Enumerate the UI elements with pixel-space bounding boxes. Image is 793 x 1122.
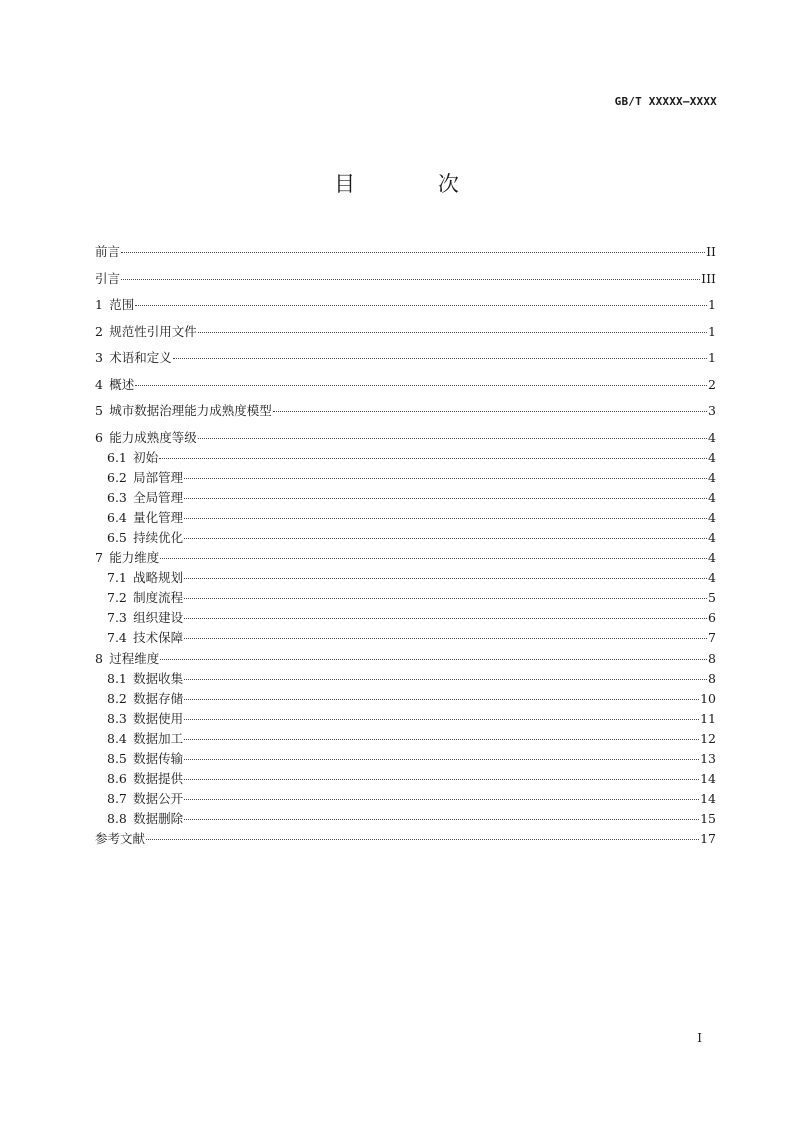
toc-entry-title: 范围: [109, 297, 135, 312]
toc-leader-dots: [146, 839, 699, 840]
toc-entry-number: 7.2: [107, 590, 127, 606]
toc-entry-page: 7: [708, 630, 716, 646]
toc-entry[interactable]: [95, 401, 716, 428]
toc-entry[interactable]: [95, 628, 716, 648]
toc-entry-label: [95, 401, 272, 421]
toc-entry-number: 7.3: [107, 610, 127, 626]
toc-entry[interactable]: [95, 729, 716, 749]
toc-entry-label: [107, 809, 183, 829]
toc-entry-title: 战略规划: [133, 570, 184, 586]
toc-entry-number: 8: [95, 650, 103, 666]
toc-entry-page: 4: [708, 570, 716, 586]
toc-entry-number: 7.1: [107, 570, 127, 586]
toc-entry-title: 能力成熟度等级: [109, 429, 197, 445]
toc-entry-label: [107, 709, 183, 729]
toc-entry-number: 5: [95, 403, 103, 418]
toc-entry[interactable]: [95, 689, 716, 709]
toc-entry-number: 6.2: [107, 469, 127, 485]
toc-entry-label: [95, 375, 134, 395]
toc-entry-page: 2: [708, 376, 716, 392]
toc-entry-number: 8.6: [107, 771, 127, 787]
toc-entry-page: 13: [700, 751, 716, 766]
toc-leader-dots: [184, 819, 699, 820]
toc-entry-title: 数据提供: [133, 771, 184, 787]
toc-entry-title: 能力维度: [109, 550, 160, 566]
toc-entry-label: [107, 789, 183, 809]
toc-entry-number: 8.3: [107, 710, 127, 726]
toc-entry-title: 持续优化: [133, 529, 184, 545]
toc-leader-dots: [160, 558, 707, 559]
toc-entry-title: 参考文献: [95, 831, 146, 847]
toc-entry-number: 3: [95, 350, 103, 365]
toc-entry-label: [107, 628, 183, 648]
toc-entry-label: [107, 749, 183, 769]
toc-leader-dots: [121, 279, 700, 280]
toc-entry-number: 2: [95, 323, 103, 339]
toc-entry-page: 4: [708, 449, 716, 465]
toc-entry-title: 规范性引用文件: [109, 323, 197, 339]
toc-entry[interactable]: [95, 375, 716, 402]
toc-entry[interactable]: [95, 528, 716, 548]
toc-leader-dots: [184, 498, 707, 499]
toc-entry[interactable]: [95, 709, 716, 729]
toc-entry-title: 概述: [109, 376, 135, 392]
toc-entry-title: 局部管理: [133, 469, 184, 485]
toc-leader-dots: [184, 719, 699, 720]
toc-leader-dots: [184, 739, 699, 740]
toc-entry-page: 10: [700, 690, 716, 706]
toc-entry[interactable]: [95, 809, 716, 829]
toc-entry-number: 8.7: [107, 791, 127, 807]
toc-entry[interactable]: [95, 608, 716, 628]
toc-entry-page: 4: [708, 489, 716, 505]
toc-entry-label: [107, 669, 183, 689]
toc-entry[interactable]: [95, 588, 716, 608]
toc-entry-title: 量化管理: [133, 509, 184, 525]
toc-entry-number: 6: [95, 429, 103, 445]
toc-entry-label: [107, 608, 183, 628]
toc-entry-title: 组织建设: [133, 610, 184, 626]
toc-leader-dots: [184, 578, 707, 579]
toc-entry-page: 11: [700, 710, 716, 726]
toc-leader-dots: [160, 659, 707, 660]
toc-leader-dots: [184, 598, 707, 599]
toc-entry-label: [95, 829, 145, 849]
toc-entry-number: 8.4: [107, 730, 127, 746]
toc-entry-number: 8.2: [107, 690, 127, 706]
toc-entry-number: 1: [95, 297, 103, 312]
toc-entry[interactable]: [95, 568, 716, 588]
toc-entry-label: [95, 649, 159, 669]
toc-entry-page: 5: [708, 590, 716, 606]
toc-leader-dots: [184, 779, 699, 780]
toc-entry-label: [95, 428, 197, 448]
toc-entry-label: [107, 448, 158, 468]
toc-entry-page: 15: [700, 811, 716, 827]
toc-entry[interactable]: [95, 468, 716, 488]
standard-code: GB/T XXXXX—XXXX: [614, 95, 717, 108]
toc-entry[interactable]: [95, 769, 716, 789]
toc-leader-dots: [184, 518, 707, 519]
toc-entry-page: 4: [708, 469, 716, 485]
toc-entry-number: 6.3: [107, 489, 127, 505]
toc-entry[interactable]: [95, 448, 716, 468]
toc-entry-title: 数据加工: [133, 730, 184, 746]
toc-leader-dots: [135, 305, 707, 306]
toc-entry-label: [107, 508, 183, 528]
toc-entry-number: 8.1: [107, 670, 127, 686]
toc-leader-dots: [184, 759, 699, 760]
toc-leader-dots: [173, 358, 707, 359]
toc-entry[interactable]: [95, 508, 716, 528]
toc-entry-label: [95, 269, 120, 289]
toc-entry-label: [95, 548, 159, 568]
toc-leader-dots: [184, 538, 707, 539]
toc-entry-label: [107, 528, 183, 548]
toc-entry[interactable]: [95, 649, 716, 669]
toc-entry-number: 4: [95, 376, 103, 392]
toc-entry-title: 数据存储: [133, 690, 184, 706]
toc-leader-dots: [184, 699, 699, 700]
toc-entry-page: 3: [708, 403, 716, 418]
toc-entry-title: 前言: [95, 244, 121, 259]
toc-entry-title: 制度流程: [133, 590, 184, 606]
toc-entry-page: 4: [708, 529, 716, 545]
toc-leader-dots: [184, 478, 707, 479]
toc-entry-page: 12: [700, 730, 716, 746]
toc-entry-label: [95, 295, 134, 315]
toc-entry-title: 数据传输: [133, 751, 184, 766]
toc-entry-label: [107, 568, 183, 588]
toc-entry-title: 术语和定义: [109, 350, 172, 365]
toc-entry-label: [95, 322, 197, 342]
toc-entry-label: [107, 468, 183, 488]
toc-entry-title: 全局管理: [133, 489, 184, 505]
toc-entry-title: 数据收集: [133, 670, 184, 686]
toc-entry[interactable]: [95, 829, 716, 856]
table-of-contents: [95, 242, 716, 856]
toc-entry-page: 4: [708, 429, 716, 445]
toc-entry-page: III: [701, 270, 716, 286]
toc-entry-label: [107, 488, 183, 508]
toc-entry-number: 6.5: [107, 529, 127, 545]
toc-entry-label: [107, 769, 183, 789]
toc-entry-page: 4: [708, 550, 716, 566]
toc-entry-label: [107, 729, 183, 749]
toc-entry[interactable]: [95, 548, 716, 568]
toc-entry-label: [107, 689, 183, 709]
toc-leader-dots: [135, 385, 707, 386]
toc-entry-title: 技术保障: [133, 630, 184, 646]
toc-entry-label: [95, 348, 172, 368]
toc-entry-page: II: [706, 244, 716, 259]
toc-entry-title: 数据公开: [133, 791, 184, 807]
toc-leader-dots: [184, 618, 707, 619]
toc-entry-number: 8.8: [107, 811, 127, 827]
toc-entry-page: 8: [708, 670, 716, 686]
toc-entry[interactable]: [95, 488, 716, 508]
toc-leader-dots: [184, 679, 707, 680]
toc-leader-dots: [159, 458, 707, 459]
toc-entry[interactable]: [95, 295, 716, 322]
page-number: I: [697, 1031, 702, 1045]
toc-title: 目 次: [334, 172, 497, 196]
toc-entry-label: [107, 588, 183, 608]
toc-entry-page: 8: [708, 650, 716, 666]
toc-entry-title: 过程维度: [109, 650, 160, 666]
toc-entry[interactable]: [95, 749, 716, 769]
toc-entry-page: 14: [700, 771, 716, 787]
toc-entry[interactable]: [95, 269, 716, 296]
toc-entry-title: 城市数据治理能力成熟度模型: [109, 403, 272, 418]
toc-entry-page: 1: [708, 323, 716, 339]
toc-entry[interactable]: [95, 789, 716, 809]
toc-leader-dots: [184, 638, 707, 639]
toc-entry[interactable]: [95, 428, 716, 448]
toc-entry-title: 引言: [95, 270, 121, 286]
toc-leader-dots: [198, 332, 707, 333]
toc-leader-dots: [184, 799, 699, 800]
toc-entry[interactable]: [95, 669, 716, 689]
toc-entry-page: 14: [700, 791, 716, 807]
toc-entry[interactable]: [95, 322, 716, 349]
toc-leader-dots: [273, 411, 707, 412]
toc-entry-page: 6: [708, 610, 716, 626]
toc-leader-dots: [198, 438, 707, 439]
toc-entry-number: 8.5: [107, 751, 127, 766]
toc-leader-dots: [121, 252, 705, 253]
toc-entry-title: 数据使用: [133, 710, 184, 726]
toc-entry-number: 7.4: [107, 630, 127, 646]
toc-entry-number: 6.4: [107, 509, 127, 525]
toc-entry-number: 7: [95, 550, 103, 566]
toc-entry-page: 1: [708, 297, 716, 312]
toc-entry-number: 6.1: [107, 449, 127, 465]
toc-entry[interactable]: [95, 348, 716, 375]
toc-entry-page: 1: [708, 350, 716, 365]
toc-entry-label: [95, 242, 120, 262]
toc-entry-page: 17: [700, 831, 716, 847]
toc-entry-page: 4: [708, 509, 716, 525]
toc-entry-title: 初始: [133, 449, 159, 465]
toc-entry[interactable]: [95, 242, 716, 269]
toc-entry-title: 数据删除: [133, 811, 184, 827]
